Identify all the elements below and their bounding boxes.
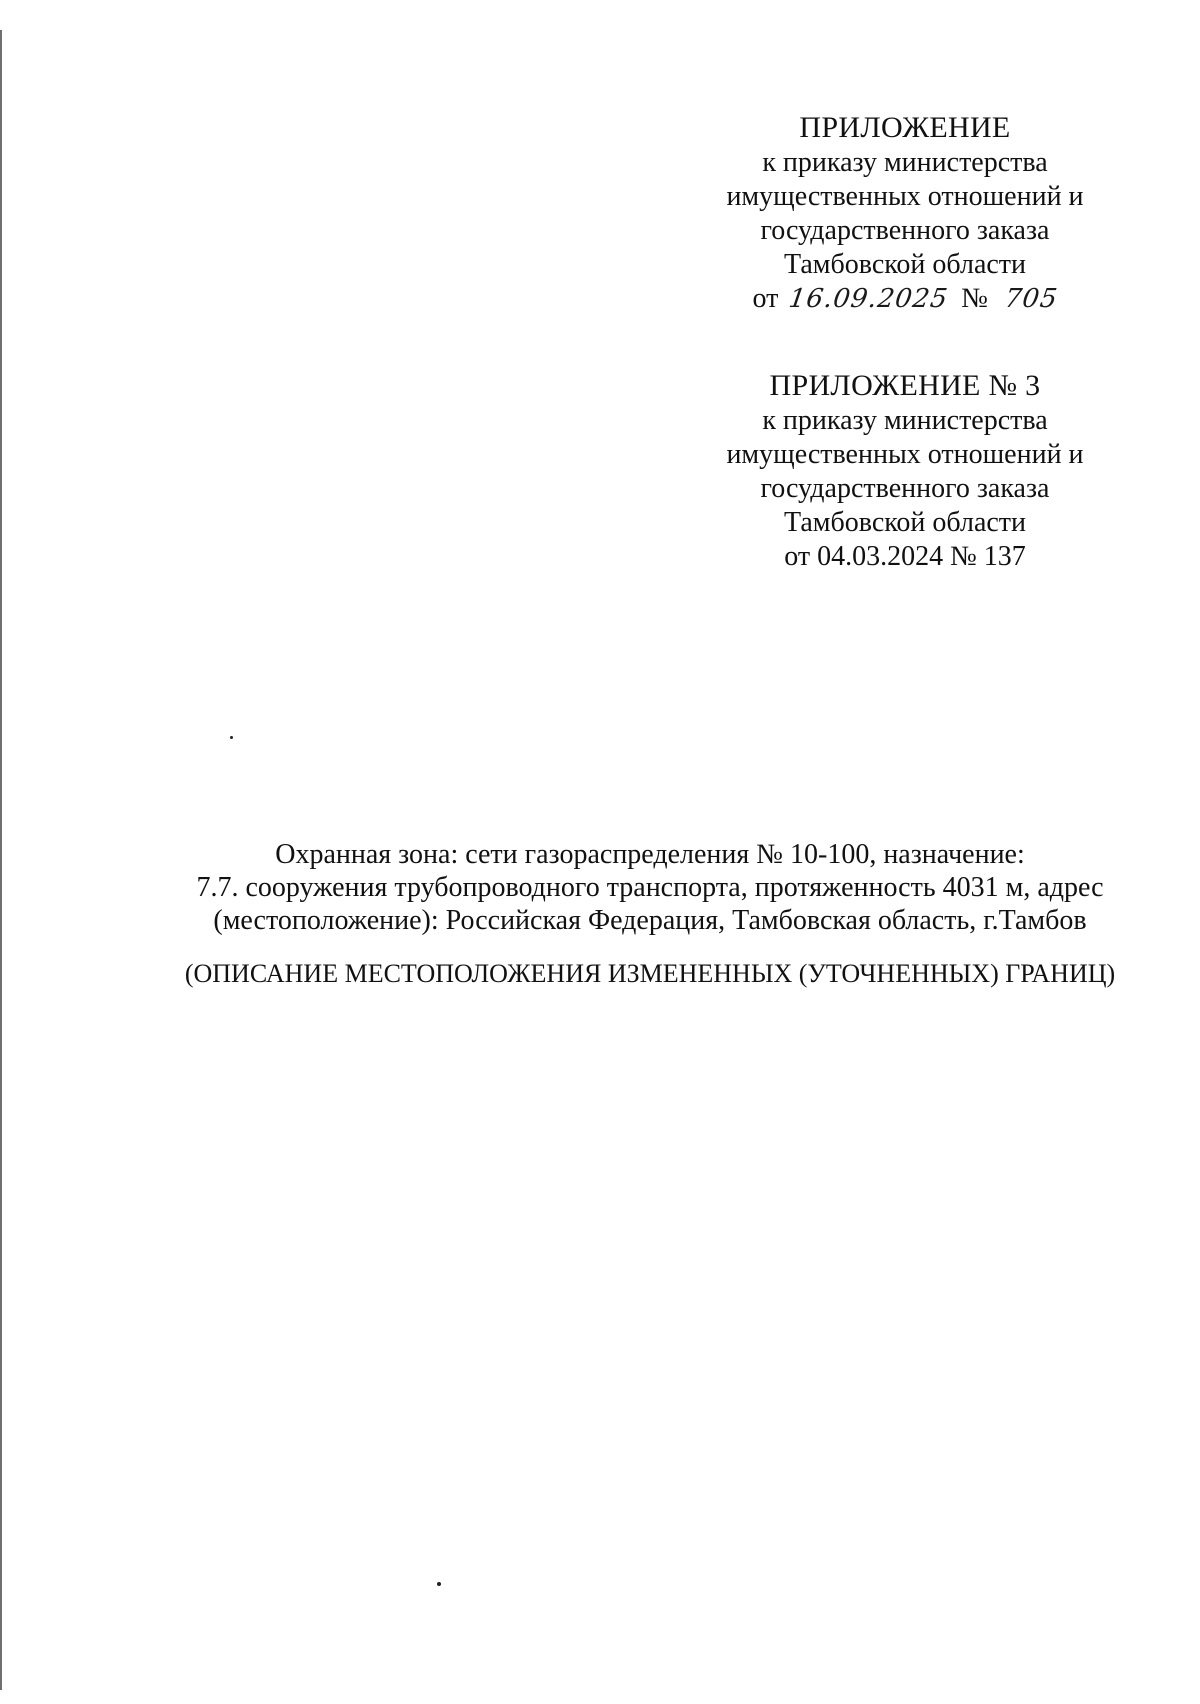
- subject-line: 7.7. сооружения трубопроводного транспорта, протяженность 4031 м, адрес: [196, 872, 1104, 903]
- appendix-line: государственного заказа: [760, 215, 1050, 246]
- section-caption: (ОПИСАНИЕ МЕСТОПОЛОЖЕНИЯ ИЗМЕНЕННЫХ (УТОЧНЕННЫХ) ГРАНИЦ): [184, 959, 1116, 988]
- appendix-line: к приказу министерства: [762, 147, 1048, 178]
- appendix-line: имущественных отношений и: [726, 439, 1084, 470]
- appendix-line: Тамбовской области: [783, 249, 1027, 280]
- handwritten-number: 705: [1002, 284, 1060, 314]
- appendix-line: к приказу министерства: [762, 405, 1048, 436]
- appendix-header-previous: [690, 368, 1120, 574]
- handwritten-date: 16.09.2025: [787, 284, 951, 314]
- protection-zone-description: [150, 838, 1150, 937]
- appendix-line: государственного заказа: [760, 473, 1050, 504]
- appendix-line: Тамбовской области: [783, 507, 1027, 538]
- appendix-title: ПРИЛОЖЕНИЕ № 3: [769, 369, 1041, 402]
- appendix-title: ПРИЛОЖЕНИЕ: [799, 111, 1011, 144]
- appendix-header-current: [690, 110, 1120, 316]
- order-date-line: от 04.03.2024 № 137: [784, 541, 1026, 572]
- order-date-line: [690, 282, 1120, 316]
- scan-speck: [230, 736, 233, 739]
- number-sign: №: [961, 283, 988, 314]
- subject-line: (местоположение): Российская Федерация, Тамбовская область, г.Тамбов: [213, 905, 1087, 936]
- scan-edge-line: [0, 30, 2, 1690]
- appendix-line: имущественных отношений и: [726, 181, 1084, 212]
- date-prefix: от: [752, 283, 779, 314]
- scan-speck: [437, 1582, 441, 1586]
- subject-line: Охранная зона: сети газораспределения № 10-100, назначение:: [275, 839, 1025, 870]
